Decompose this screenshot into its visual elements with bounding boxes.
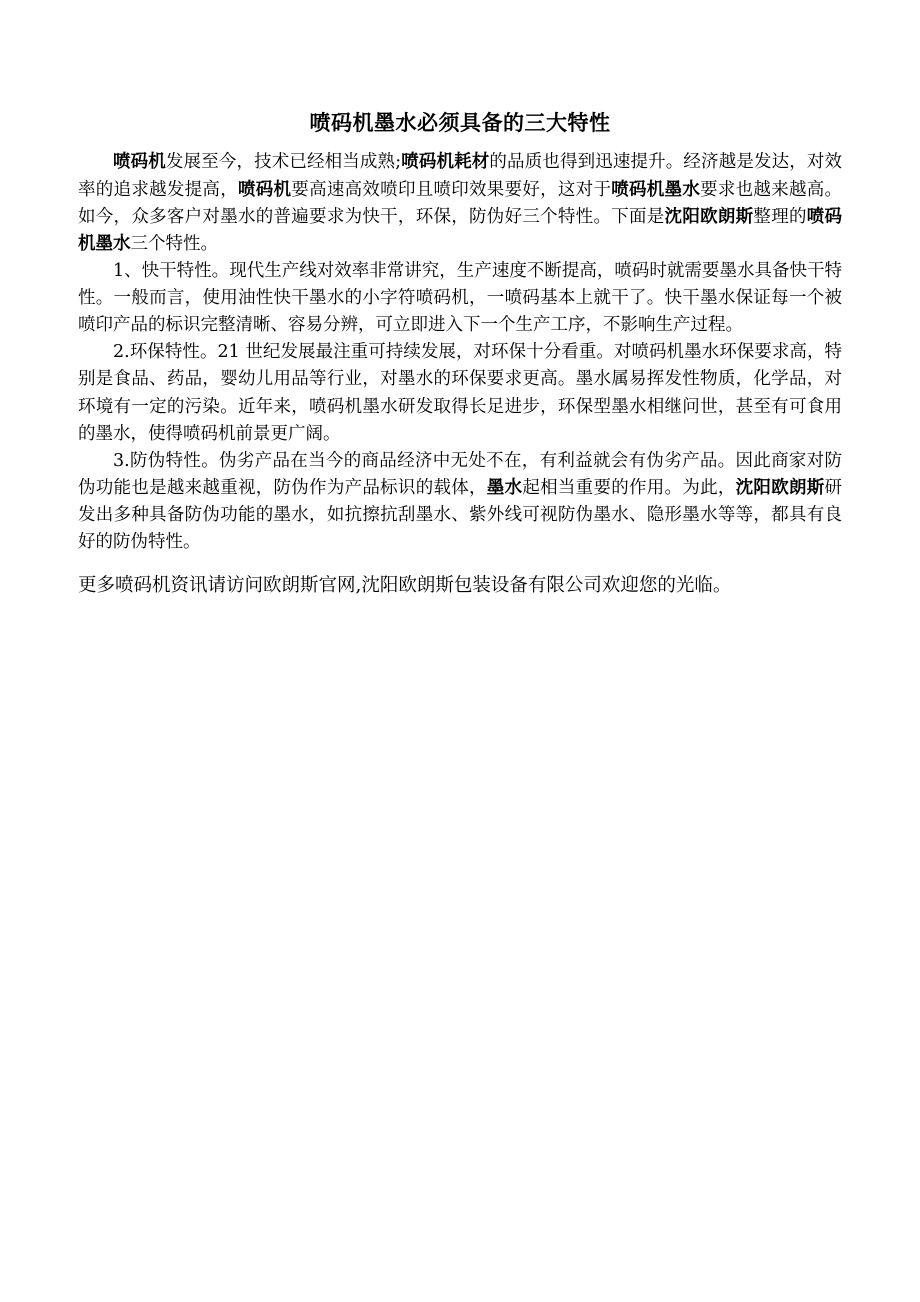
paragraph-feature-2 bbox=[78, 339, 842, 448]
emphasis-run: 喷码机耗材 bbox=[401, 152, 490, 173]
text-run: 发展至今，技术已经相当成熟; bbox=[165, 152, 402, 173]
paragraph-feature-3 bbox=[78, 448, 842, 557]
emphasis-run: 喷码机 bbox=[113, 152, 166, 173]
document-body bbox=[78, 149, 842, 556]
text-run: 三个特性。 bbox=[130, 233, 218, 254]
text-run: 3.防伪特性。伪劣产品在当今的商品经济中无处不在，有利益就会有伪劣产品。因此商家对防伪功能也是越来越重视，防伪作为产品标识的载体， bbox=[78, 450, 842, 498]
text-run: 整理的 bbox=[753, 206, 807, 227]
paragraph-closing-1 bbox=[78, 566, 842, 607]
paragraph-intro bbox=[78, 149, 842, 258]
paragraph-feature-1 bbox=[78, 258, 842, 339]
text-run: 更多喷码机资讯请访问欧朗斯官网,沈阳欧朗斯包装设备有限公司欢迎您的光临。 bbox=[78, 575, 732, 597]
emphasis-run: 喷码机墨水 bbox=[611, 179, 701, 200]
text-run: 1、快干特性。现代生产线对效率非常讲究，生产速度不断提高，喷码时就需要墨水具备快干特性。一般而言，使用油性快干墨水的小字符喷码机，一喷码基本上就干了。快干墨水保证每一个被喷印产品的标识完整清晰、容易分辨，可立即进入下一个生产工序，不影响生产过程。 bbox=[78, 260, 842, 336]
text-run: 的品质也得到迅速提升。经济越是发达，对效率的追求越发提高， bbox=[78, 152, 843, 200]
text-run: 2.环保特性。21 世纪发展最注重可持续发展，对环保十分看重。对喷码机墨水环保要求高，特别是食品、药品，婴幼儿用品等行业，对墨水的环保要求更高。墨水属易挥发性物质，化学品，对环境有一定的污染。近年来，喷码机墨水研发取得长足进步，环保型墨水相继问世，甚至有可食用的墨水，使得喷码机前景更广阔。 bbox=[78, 342, 842, 444]
text-run: 研发出多种具备防伪功能的墨水，如抗擦抗刮墨水、紫外线可视防伪墨水、隐形墨水等等，都具有良好的防伪特性。 bbox=[78, 477, 843, 553]
text-run: 要高速高效喷印且喷印效果要好，这对于 bbox=[291, 179, 612, 200]
document-closing bbox=[78, 566, 842, 607]
emphasis-run: 喷码机墨水 bbox=[78, 206, 843, 254]
page-title: 喷码机墨水必须具备的三大特性 bbox=[309, 110, 611, 135]
emphasis-run: 沈阳欧朗斯 bbox=[664, 206, 754, 227]
emphasis-run: 喷码机 bbox=[237, 179, 292, 200]
emphasis-run: 沈阳欧朗斯 bbox=[735, 477, 825, 498]
text-run: 要求也越来越高。如今，众多客户对墨水的普遍要求为快干，环保，防伪好三个特性。下面是 bbox=[78, 179, 843, 227]
emphasis-run: 墨水 bbox=[486, 477, 523, 498]
text-run: 起相当重要的作用。为此， bbox=[522, 477, 736, 498]
